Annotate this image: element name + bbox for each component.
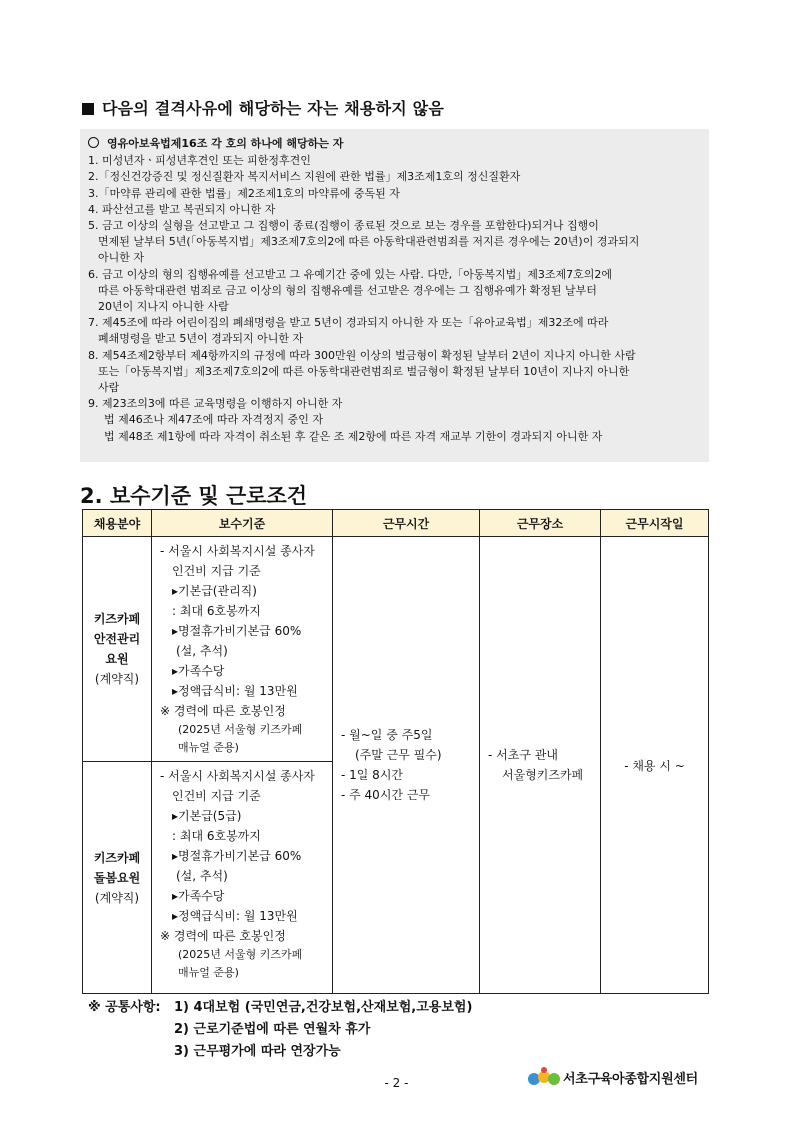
- disqualification-heading: [82, 96, 722, 119]
- disqualification-line: 또는「아동복지법」제3조제7호의2에 따른 아동학대관련범죄로 벌금형이 확정된 날부터 10년이 지나지 아니한: [98, 364, 630, 378]
- pay-line: ▸정액급식비: 월 13만원: [172, 684, 298, 698]
- disqualification-line: 5. 금고 이상의 실형을 선고받고 그 집행이 종료(집행이 종료된 것으로 보는 경우를 포함한다)되거나 집행이: [88, 219, 599, 233]
- disqualification-line: 4. 파산선고를 받고 복권되지 아니한 자: [88, 202, 276, 216]
- header-place: 근무장소: [480, 510, 601, 537]
- pay-line: - 서울시 사회복지시설 종사자: [160, 769, 315, 783]
- disqualification-line: 6. 금고 이상의 형의 집행유예를 선고받고 그 유예기간 중에 있는 사람. 다만,「아동복지법」제3조제7호의2에: [88, 267, 612, 281]
- work-place-line: 서울형키즈카페: [502, 768, 584, 782]
- disqualification-line: 법 제46조나 제47조에 따라 자격정지 중인 자: [104, 413, 323, 427]
- common-conditions: [88, 997, 472, 1063]
- work-hours-line: (주말 근무 필수): [355, 748, 442, 762]
- role-name: 돌봄요원: [93, 870, 141, 885]
- pay-line: (2025년 서울형 키즈카페: [178, 723, 303, 736]
- disqualification-item: [88, 348, 701, 397]
- page-number: - 2 -: [384, 1076, 409, 1090]
- pay-line: ▸명절휴가비기본급 60%: [172, 624, 302, 638]
- pay-line: ▸기본급(5급): [172, 809, 242, 823]
- header-hours: 근무시간: [333, 510, 480, 537]
- kids-logo-icon: [527, 1066, 561, 1088]
- role-name: 요원: [105, 652, 129, 666]
- disqualification-line: 면제된 날부터 5년(「아동복지법」제3조제7호의2에 따른 아동학대관련범죄를 저지른 경우에는 20년)이 경과되지: [98, 235, 640, 249]
- pay-cell: [152, 537, 333, 762]
- disqualification-item: [88, 169, 701, 185]
- disqualification-item: [88, 202, 701, 218]
- header-start: 근무시작일: [601, 510, 709, 537]
- disqualification-item: [88, 186, 701, 202]
- pay-line: ▸명절휴가비기본급 60%: [172, 849, 302, 863]
- pay-line: 매뉴얼 준용): [178, 741, 239, 754]
- disqualification-line: 8. 제54조제2항부터 제4항까지의 규정에 따라 300만원 이상의 벌금형이 확정된 날부터 2년이 지나지 아니한 사람: [88, 348, 636, 362]
- pay-line: 인건비 지급 기준: [172, 789, 261, 803]
- pay-line: ▸가족수당: [172, 889, 225, 903]
- work-hours-line: - 1일 8시간: [341, 768, 404, 782]
- header-pay: 보수기준: [152, 510, 333, 537]
- role-type: (계약직): [94, 890, 140, 905]
- pay-line: : 최대 6호봉까지: [172, 604, 261, 618]
- disqualification-line: 사람: [98, 381, 120, 395]
- disqualification-line: 1. 미성년자ㆍ피성년후견인 또는 피한정후견인: [88, 154, 311, 168]
- pay-line: ▸정액급식비: 월 13만원: [172, 909, 298, 923]
- role-name: 키즈카페: [93, 612, 141, 626]
- disqualification-line: 2.「정신건강증진 및 정신질환자 복지서비스 지원에 관한 법률」제3조제1호의 정신질환자: [88, 170, 521, 184]
- common-row: [88, 997, 472, 1019]
- work-place-line: - 서초구 관내: [488, 748, 558, 762]
- disqualification-item: [88, 315, 701, 347]
- pay-line: ※ 경력에 따른 호봉인정: [160, 704, 286, 718]
- pay-line: : 최대 6호봉까지: [172, 829, 261, 843]
- work-place-cell: [480, 537, 601, 994]
- center-logo: [527, 1066, 698, 1088]
- disqualification-box: [80, 129, 709, 462]
- role-name: 안전관리: [93, 632, 141, 646]
- disqualification-line: 법 제48조 제1항에 따라 자격이 취소된 후 같은 조 제2항에 따른 자격 재교부 기한이 경과되지 아니한 자: [104, 429, 603, 443]
- common-row: [88, 1041, 472, 1063]
- pay-line: ▸가족수당: [172, 664, 225, 678]
- disqualification-item: [88, 396, 701, 445]
- pay-line: (설, 추석): [176, 644, 228, 658]
- pay-line: - 서울시 사회복지시설 종사자: [160, 544, 315, 558]
- header-role: 채용분야: [83, 510, 152, 537]
- disqualification-line: 3.「마약류 관리에 관한 법률」제2조제1호의 마약류에 중독된 자: [88, 186, 400, 200]
- disqualification-line: 따른 아동학대관련 범죄로 금고 이상의 형의 집행유예를 선고받은 경우에는 그 집행유예가 확정된 날부터: [98, 283, 597, 297]
- work-hours-line: - 주 40시간 근무: [341, 788, 431, 802]
- common-item: 1) 4대보험 (국민연금,건강보험,산재보험,고용보험): [174, 1000, 473, 1015]
- logo-text: 서초구육아종합지원센터: [563, 1071, 698, 1087]
- role-name: 키즈카페: [93, 850, 141, 865]
- role-cell: [83, 537, 152, 762]
- square-bullet-icon: [82, 103, 94, 115]
- disqualification-line: 아니한 자: [98, 251, 145, 265]
- common-row: [88, 1019, 472, 1041]
- pay-cell: [152, 762, 333, 994]
- disqualification-line: 9. 제23조의3에 따른 교육명령을 이행하지 아니한 자: [88, 397, 343, 411]
- role-cell: [83, 762, 152, 994]
- pay-line: ▸기본급(관리직): [172, 584, 257, 598]
- disqualification-line: 폐쇄명령을 받고 5년이 경과되지 아니한 자: [98, 332, 304, 346]
- pay-line: 인건비 지급 기준: [172, 564, 261, 578]
- pay-line: (설, 추석): [176, 869, 228, 883]
- section-title: 2. 보수기준 및 근로조건: [80, 484, 308, 508]
- circle-bullet-icon: [88, 137, 99, 148]
- disqualification-item: [88, 267, 701, 316]
- disqualification-heading-text: 다음의 결격사유에 해당하는 자는 채용하지 않음: [102, 99, 444, 118]
- common-item: 3) 근무평가에 따라 연장가능: [174, 1044, 341, 1059]
- disqualification-item: [88, 153, 701, 169]
- work-hours-line: - 월~일 중 주5일: [341, 728, 433, 742]
- pay-line: ※ 경력에 따른 호봉인정: [160, 929, 286, 943]
- disqualification-item: [88, 218, 701, 267]
- pay-conditions-table: [82, 509, 709, 994]
- table-header-row: [83, 510, 709, 537]
- disqualification-line: 7. 제45조에 따라 어린이집의 폐쇄명령을 받고 5년이 경과되지 아니한 자 또는「유아교육법」제32조에 따라: [88, 316, 609, 330]
- table-row: [83, 537, 709, 762]
- disqualification-list: [88, 153, 701, 445]
- work-hours-cell: [333, 537, 480, 994]
- start-date-cell: - 채용 시 ~: [601, 537, 709, 994]
- pay-line: 매뉴얼 준용): [178, 966, 239, 979]
- common-label: ※ 공통사항:: [88, 1000, 161, 1015]
- disqualification-line: 20년이 지나지 아니한 사람: [98, 300, 229, 314]
- disqualification-box-title: 영유아보육법제16조 각 호의 하나에 해당하는 자: [88, 136, 701, 152]
- common-item: 2) 근로기준법에 따른 연월차 휴가: [174, 1022, 371, 1037]
- role-type: (계약직): [94, 672, 140, 686]
- pay-line: (2025년 서울형 키즈카페: [178, 948, 303, 961]
